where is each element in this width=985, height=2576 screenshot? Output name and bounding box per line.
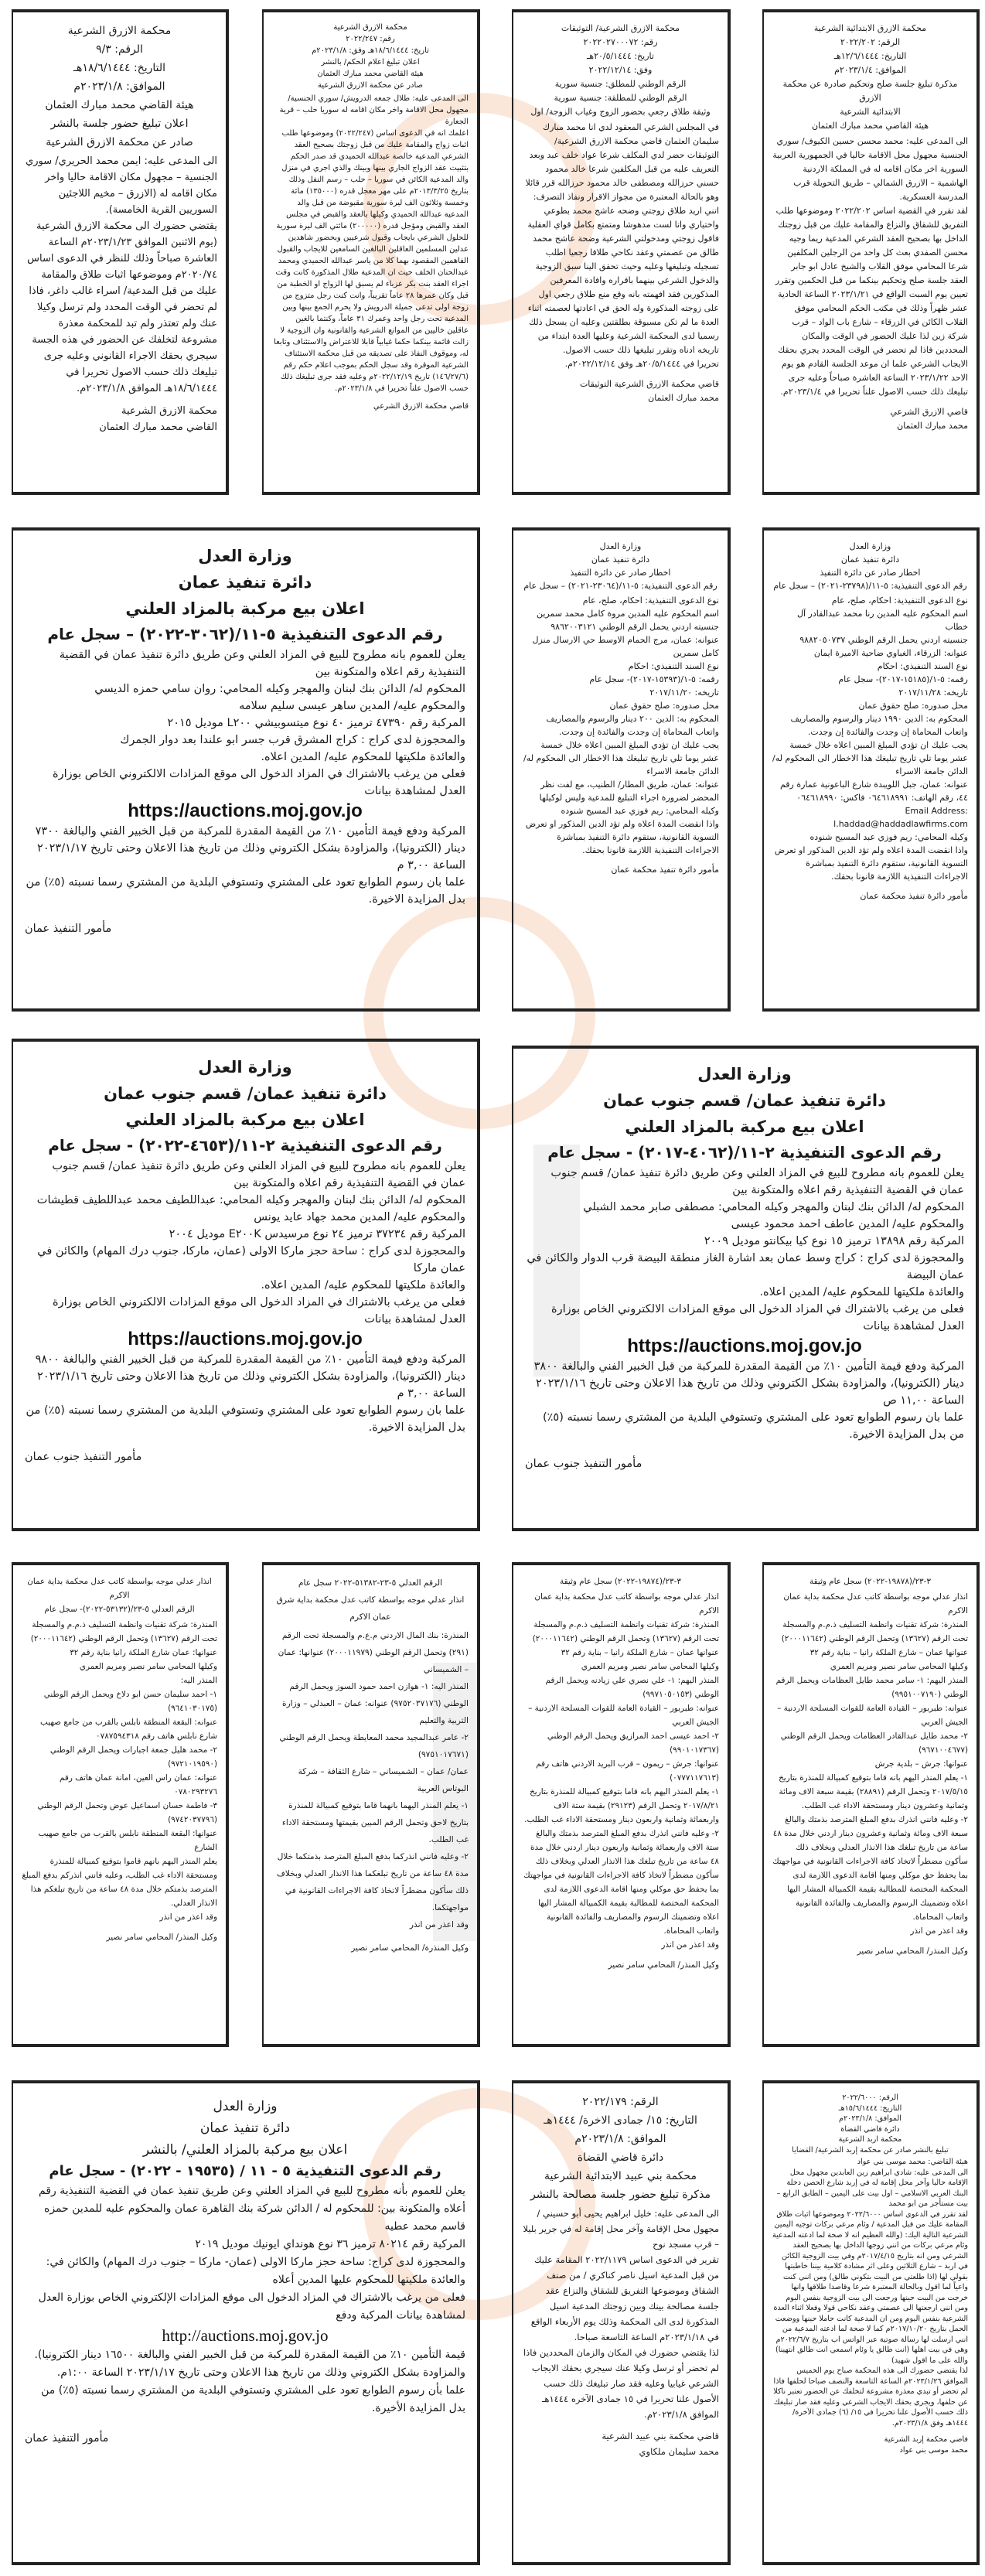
heading-line: الرقم الوطني للمطلق: جنسية سورية [554, 79, 687, 89]
body-line: جنسيته اردني يحمل الرقم الوطني ٩٨٨٢٠٥٠٧٣٧ [799, 635, 968, 645]
heading-line: دائرة تنفيذ عمان [840, 554, 900, 565]
heading-line: هيئة القاضي محمد مبارك العثمان [811, 121, 929, 131]
body-line: عمان/ عمان – الشميساني – شارع الثقافة – شركة البوتاس العربية [298, 1767, 469, 1793]
notice-heading [25, 1054, 465, 1133]
heading-line: رقم الدعوى التنفيذية: ٥-١١/(٢٣٠٦٤-٢٠٢١) – سجل عام [523, 581, 717, 591]
heading-line: رقم: ٢٠٢٢٠٢٧٠٠٠٧٢ [583, 37, 658, 47]
heading-line: الموافق: ٢٠٢٣/١/٨م [839, 2114, 901, 2123]
heading-line: رقم: ٢٠٢٢/٢٤٧ [346, 35, 395, 43]
body-line: نوع السند التنفيذي: احكام [628, 661, 719, 671]
body-line: تاريخه: ٢٠١٧/١١/٢٠ [649, 688, 719, 698]
notice-execution-warning [512, 527, 731, 1012]
body-line: والمحجوزة لدى كراج : كراج المشرق قرب جسر ابو علندا بعد دوار الجمرك [120, 734, 465, 746]
body-line: عنوانه: الزرقاء، الغباوي ضاحية الاميرة ايمان [813, 648, 968, 658]
heading-line: اعلان تبليغ حضور جلسة بالنشر [50, 118, 189, 130]
body-line: المحكوم له/ الدائن بنك لبنان والمهجر وكيله المحامي: مصطفى صابر محمد الشبلي [583, 1201, 964, 1213]
notice-amman-vehicle-auction-publication [12, 2080, 480, 2565]
notice-heading [25, 2096, 465, 2161]
body-line: نوع السند التنفيذي: احكام [877, 661, 968, 671]
heading-line: اخطار صادر عن دائرة التنفيذ [570, 568, 671, 578]
body-line: ٣- فاطمة حسان اسماعيل عوض وتحمل الرقم الوطني (٩٧٤٢٠٣٧٧٩٦) [37, 1801, 217, 1824]
notice-heading [522, 2093, 719, 2204]
notice-body [525, 1165, 964, 1335]
body2-line: علما بان رسوم الطوابع تعود على المشتري وتستوفي البلدية من المشتري رسما نسبته (٥٪) من بدل المزايدة الاخيرة. [26, 1404, 465, 1434]
body2-line: والمزاودة بشكل الكتروني وذلك من تاريخ هذا الاعلان وحتى تاريخ ٢٠٢٣/١/١٧ الساعة ١:٠٠م. [56, 2366, 465, 2379]
body-line: يجب عليك ان تؤدي المبلغ المبين اعلاه خلال خمسة عشر يوما تلي تاريخ تبليغك هذا الاخطار الى المحكوم له/ الدائن جامعة الاسراء [523, 740, 719, 776]
signature-line: قاضي محكمة بني عبيد الشرعية [602, 2431, 719, 2441]
body-line: نوع الدعوى التنفيذية: احكام، صلح، عام [831, 595, 968, 606]
body-line: لذا يقتضي حضورك في المكان والزمان المحددين فاذا لم تحضر أو ترسل وكيلا عنك سيجري بحقك الايجاب الشرعي غيابيا وعليه فقد صار تبليغك ذلك حسب الأصول علنا تحريرا في ١٥ جمادى الآخره ١٤٤٤هـ الموافق ٢٠٢٣/١/٨م. [523, 2347, 719, 2420]
body-line: عنوانه: عمان، طريق المطار/ الطنيب، مع لفت نظر المحضر لضرورة اجراء التبليغ للمدعية وليس لوكيلها [539, 780, 719, 803]
notice-signature [525, 1455, 964, 1472]
signature-line: قاضي محكمة الازرق الشرعية التوثيقات [579, 379, 719, 389]
notice-signature [522, 377, 719, 405]
notice-signature [772, 405, 968, 433]
body-line: فعلى من يرغب بالاشتراك في المزاد الدخول الى موقع المزادات الإلكتروني الخاص بوزارة العدل لمشاهدة بيانات المركبة ودفع [38, 2291, 465, 2322]
body-line: ٢- احمد عيسى احمد المرازيق ويحمل الرقم الوطني (٩٩٠١٠١٧٣٦٧) [547, 1732, 719, 1755]
body-line: لقد تقرر في القضية اساس ٢٠٢٢/٢٠٢ وموضوعها طلب التفريق للشقاق والنزاع والمقامة عليك من قبل زوجتك الداخل بها بصحيح العقد الشرعي المدعية ريما وجيه محسن الصفدي بعث كل واحد من الرجلين المكلفين شرعا المحامي موفق القلاب والشيخ عادل ابو جابر العقد جلسة صلح وتحكيم بينكما من قبل الحكمين وتقرر تعيين يوم السبت الواقع في ٢٠٢٣/١/٢١ الساعة الحادية عشر ظهراً وذلك في مكتب الحكم المحامي موفق القلاب الكائن في الزرقاء – شارع باب الواد – قرب شركة زين لذا عليك الحضور في الوقت والمكان المحددين فاذا لم تحضر في الوقت المحدد يجري بحقك الايجاب الشرعي علما ان موعد الجلسة القادم هو يوم الاحد ٢٠٢٣/١/٢٢ الساعة العاشرة صباحاً وعليه جرى تبليغك ذلك حسب الاصول علناً تحريرا في ٢٠٢٣/١/٤م. [775, 206, 968, 397]
body-line: المركبة رقم ٣٧٢٣٤ ترميز ٢٤ نوع مرسيدس E٢٠٠K موديل ٢٠٠٤ [169, 1228, 465, 1240]
notice-body [772, 2157, 968, 2428]
body-line: عنوانه: طبربور – القيادة العامة للقوات المسلحة الاردنية – الجيش العربي [528, 1704, 719, 1727]
notice-body [522, 2206, 719, 2422]
body-line: ٢- وعليه فانني انذرك بدفع المبلغ المترصد بذمتك والبالغ سبعة الاف ومائة وثمانية وعشرون دينار اردني خلال مدة ٤٨ ساعة من تاريخ تبلغك هذا الانذار العدلي وبخلاف ذلك سأكون مضطراً لاتخاذ كافة الاجراءات القانونية في مواجهتك بما يحفظ حق موكلي ومنها اقامة الدعوى اللازمة لدى المحكمة المختصة للمطالبة بقيمة الكمبيالة المشار اليها اعلاه وتضمينك الرسوم والمصاريف والفائدة القانونية واتعاب المحاماة. [772, 1815, 968, 1922]
body-line: والعائدة ملكيتها للمحكوم عليه/ المدين اعلاه. [261, 1279, 465, 1291]
notice-signature [772, 1944, 968, 1958]
body-line: وقد اعذر من انذر [159, 1912, 217, 1922]
body-line: تحريرا في ٢٠/٥/١٤٤٤هـ وفق ٢٠٢٢/١٢/١٤م. [564, 359, 719, 369]
heading-line: وزارة العدل [213, 2099, 278, 2114]
heading-line: انذار عدلي موجه بواسطة كاتب عدل محكمة بداية شرق عمان الاكرم [276, 1595, 465, 1622]
body-line: رقمه: ٥-١/(١٥١٨٥-٢٠١٧)- سجل عام [838, 674, 968, 684]
notice-body [772, 1590, 968, 1938]
body-line: المنذرة: شركة تقنيات وانظمة التسليف ذ.م.م والمسجلة تحت الرقم (١٣٦٢٧) وتحمل الرقم الوطني (٢٠٠٠١١٦٤٢) عنوانها عمان – شارع الملكة رانيا – بناية رقم ٣٢ [532, 1620, 719, 1657]
body-line: المنذر اليهم: ١- علي نصري علي زيادنه ويحمل الرقم الوطني (٩٩٧١٠٥٠١٥٣) [545, 1676, 719, 1699]
body-line: والعائدة ملكيتها للمحكوم عليه/ المدين اعلاه. [759, 1286, 964, 1298]
body-line: عنوانه: عمان راس العين، امانة عمان هاتف رقم ٠٧٨٠٢٩٣٢٧٦ [59, 1773, 217, 1796]
notice-heading [272, 22, 469, 91]
heading-line: هيئة القاضي محمد مبارك العثمان [317, 70, 424, 78]
heading-line: التاريخ: ١٢/٦/١٤٤٤هـ [833, 51, 907, 61]
heading-line: اعلان بيع مركبة بالمزاد العلني [125, 1111, 365, 1129]
body-line: يعلن للعموم بانه مطروح للبيع في المزاد العلني وعن طريق دائرة تنفيذ عمان في القضية التنفيذية رقم اعلاه والمتكونة بين [59, 649, 465, 678]
title-line: رقم الدعوى التنفيذية ٥-١١/(٣٠٦٢-٢٠٢٢) – سجل عام [47, 625, 443, 643]
heading-line: محكمة الازرق الشرعية [333, 23, 407, 32]
heading-line: وزارة العدل [697, 1065, 792, 1083]
heading-line: اعلان بيع مركبة بالمزاد العلني [625, 1117, 864, 1136]
notice-heading [272, 1575, 469, 1626]
heading-line: تاريخ: ٢٠/٥/١٤٤٤هـ [587, 51, 654, 61]
body-line: والعائدة ملكيتها للمحكوم عليه/ المدين اعلاه. [261, 751, 465, 763]
heading-line: وزارة العدل [198, 1058, 292, 1076]
heading-line: الموافق: ٢٠٢٣/١/٨م [73, 80, 165, 93]
body-line: وكيله المحامي: ريم فوزي عبد المسيح شنوده [561, 806, 719, 816]
notice-amman-vehicle-auction [12, 527, 480, 1012]
heading-line: الموافق: ٢٠٢٣/١/٨م [574, 2133, 666, 2145]
title-line: رقم الدعوى التنفيذية ٥ - ١١ / (١٩٥٣٥ - ٢٠٢٢) - سجل عام [49, 2163, 441, 2179]
body-line: الى المدعى عليه: شادي ابراهيم زين العابدين مجهول محل الإقامة حاليا وآخر محل إقامة له في إربد شارع الحصن دخلة البنك العربي الاسلامي – اول بيت على اليمين – الطابق الرابع – بيت مستأجر من ابو محمد [776, 2168, 968, 2208]
body-line: اسم المحكوم عليه المدين رنا محمد عبدالقادر آل خطاب [797, 609, 968, 632]
notice-title [25, 1133, 465, 1158]
body-line: محل صدوره: صلح حقوق عمان [609, 701, 719, 711]
auction-website-link[interactable]: https://auctions.moj.gov.jo [128, 800, 363, 821]
signature-line: وكيل المنذر/ المحامي سامر نصير [608, 1960, 719, 1970]
body2-line: المركبة ودفع قيمة التأمين ١٠٪ من القيمة المقدرة للمركبة من قبل الخبير الفني والبالغة ٩٨٠٠ دينار (الكترونيا)، والمزاودة بشكل الكتروني وذلك من تاريخ هذا الاعلان وحتى تاريخ ٢٠٢٣/١/١٦ الساعة ٣,٠٠ م [35, 1353, 465, 1400]
body-line: يعلم المنذر اليهم بانهم قاموا بتوقيع كمبيالة للمنذرة ومستحقة الاداء غب الطلب، وعليه فانني انذركم بدفع المبلغ المترصد بذمتكم خلال مدة ٤٨ ساعة من تاريخ تبلغكم هذا الانذار العدلي. [22, 1857, 217, 1908]
notice-heading [25, 543, 465, 622]
heading-line: التاريخ: ١٨/٦/١٤٤٤هـ [73, 62, 166, 74]
body2-line: المركبة ودفع قيمة التأمين ١٠٪ من القيمة المقدرة للمركبة من قبل الخبير الفني والبالغة ٧٣٠٠ دينار (الكترونيا)، والمزاودة بشكل الكتروني وذلك من تاريخ هذا الاعلان وحتى تاريخ ٢٠٢٣/١/١٧ الساعة ٣,٠٠ م [35, 825, 465, 872]
body-line: الى المدعى عليه: طلال جمعه الدرويش/ سوري الجنسية/ مجهول محل الاقامة واخر مكان اقامه له سوريا حلب – قرية الجعارة [279, 94, 469, 126]
body-line: ١- يعلم المنذر اليهما بانهما قاما بتوقيع كمبيالة للمنذرة بتاريخ لاحق وتحمل الرقم المبين بقيمتها ومستحقة الاداء غب الطلب. [281, 1801, 469, 1844]
notice-azraq-hearing-summons [12, 9, 229, 495]
heading-line: الرقم الوطني للمطلقة: جنسية سورية [554, 93, 687, 103]
heading-line: دائرة تنفيذ عمان [199, 2121, 291, 2136]
heading-line: تاريخ: ١٨/٦/١٤٤٤هـ وفق: ٢٠٢٣/١/٨م [312, 46, 429, 55]
body-line: عنوانها: جرش – ريمون – قرب البريد الاردني هاتف رقم (٠٧٧٧١١٧٦١٣) [536, 1759, 719, 1783]
notice-legal-warning [262, 1562, 480, 2047]
notice-signature [272, 1940, 469, 1957]
body2-line: قيمة التأمين ١٠٪ من القيمة المقدرة للمركبة من قبل الخبير الفني والبالغة ١٦٥٠٠ دينار الكترونيا). [34, 2349, 465, 2361]
body-line: لقد تقرر في الدعوى اساس ٢٠٢٢/٦٠٠٠ وموضوعها اثبات طلاق المقامة عليك من قبل المدعية / وئام مرعي بركات توجيه اليمين الشرعية التالية اليك: (والله العظيم انه لا صحة لما ادعته المدعية وئام مرعي بركات من انني زوجها الداخل بها بصحيح العقد الشرعي ومن انه بتاريخ ٢٠١٧/٤/١٥م وفي بيت الزوجية الكائن في اربد – شارع الثلاثين وعلى اثر مشادة كلامية بيننا خاطبتها بقولي لها (اذا طلعتي من البيت بتكوني طالق) ومن انني كنت واعياً لما اقول وبالحالة المعتبرة شرعا وقاصدا طلاقها وانها خرجت من البيت حينها ورجعت الى بيت الزوجية بنفس اليوم ومن انني ارجعتها الى عصمتي وعقد نكاحي قولا وفعلا اثناء العدة الشرعية بنفس اليوم ومن ان المدعية كانت حاملا حينها ووضعت الحمل بتاريخ ٢٠١٧/١٠/٢٠م كما لا صحة لما ادعته المدعية من انني ارسلت لها رسالة صوتية عبر الواتس اب بتاريخ ٢٠٢٢/٦/٧م وهي في بيت اهلها (انت طالق يا وئام اسمعي انت طالق انتهينا) والله على ما اقول شهيد) [772, 2209, 968, 2365]
heading-line: الرقم: ٢٠٢٢/٢٠٢ [840, 37, 901, 47]
heading-line: دائرة قاضي القضاة [840, 2124, 900, 2134]
body-line: ١- يعلم المنذر اليهم بانه قاما بتوقيع كمبيالة للمنذرة بتاريخ ٢٠١٧/٥/١٥ وتحمل الرقم (٢٨٨٩١) بقيمة سبعة الاف ومائة وثمانية وعشرون دينار ومستحقة الاداء غب الطلب. [779, 1773, 968, 1810]
heading-line: مذكرة تبليغ حضور جلسة مصالحة بالنشر [530, 2189, 711, 2201]
heading-line: دائرة تنفيذ عمان [178, 573, 312, 592]
body-line: فعلى من يرغب بالاشتراك في المزاد الدخول الى موقع المزادات الالكتروني الخاص بوزارة العدل لمشاهدة بيانات [53, 1296, 465, 1326]
body-line: عنوانه: طبربور – القيادة العامة للقوات المسلحة الاردنية – الجيش العربي [777, 1704, 968, 1727]
notice-signature [272, 401, 469, 412]
notice-title [525, 1140, 964, 1165]
body-line: ١- يعلم المنذر اليهم بانه قاما بتوقيع كمبيالة للمنذرة بتاريخ ٢٠١٧/٨/٢١ وتحمل الرقم (٢٩١٢٣) بقيمة ستة الاف واربعمائة وثمانية واربعون دينار ومستحقة الاداء غب الطلب. [524, 1787, 719, 1824]
notice-signature [772, 889, 968, 902]
heading-line: انذار عدلي موجه بواسطة كاتب عدل محكمة بداية عمان الاكرم [27, 1577, 212, 1600]
notice-body [272, 93, 469, 394]
signature-line: مأمور التنفيذ عمان [25, 2432, 109, 2445]
heading-line: محكمة اربد الشرعية [838, 2135, 902, 2144]
signature-line: مأمور دائرة تنفيذ محكمة عمان [860, 891, 968, 901]
notice-url [525, 1335, 964, 1358]
body-line: والمحجوزة لدى كراج: ساحة حجز ماركا الاولى (عمان- ماركا – جنوب درك المهام) والكائن في: [46, 2256, 465, 2268]
body-line: المركبة رقم ٨٠٢١٤ ترميز ٣٦ نوع هونداي ايونيك موديل ٢٠١٩ [195, 2238, 465, 2250]
signature-line: قاضي محكمة إربد الشرعية [884, 2435, 968, 2444]
notice-body [772, 594, 968, 883]
notice-signature [522, 1958, 719, 1972]
body-line: المحكوم له/ الدائن بنك لبنان والمهجر وكيله المحامي: عبداللطيف محمد عبداللطيف قطيشات [36, 1194, 465, 1206]
body-line: الى المدعى عليه: خليل ابراهيم يحيى أبو حسيني / مجهول محل الإقامة وآخر محل إقامة له في جرير بليلا – قرب مسجد نوح [523, 2208, 719, 2250]
signature-line: مأمور التنفيذ جنوب عمان [525, 1458, 642, 1470]
signature-line: مأمور التنفيذ جنوب عمان [25, 1451, 142, 1463]
notice-azraq-judgment [262, 9, 480, 495]
notice-heading [22, 22, 217, 152]
heading-line: الرقم العدلي ٥-٢٣/(٥٣١٣٢-٢٠٢٢)- سجل عام [44, 1605, 195, 1614]
heading-line: تبليغ بالنشر صادر عن محكمة إربد الشرعية/ القضايا [792, 2145, 949, 2155]
signature-line: محمد مبارك العثمان [897, 421, 968, 431]
body-line: المحكوم له/ الدائن بنك لبنان والمهجر وكيله المحامي: روان سامي حمزه الديسي [94, 683, 465, 695]
heading-line: دائرة تنفيذ عمان/ قسم جنوب عمان [603, 1091, 886, 1110]
body-line: والعائدة ملكيتها للمحكوم عليها المدين أعلاه [272, 2274, 465, 2286]
body-line: فعلى من يرغب بالاشتراك في المزاد الدخول الى موقع المزادات الالكتروني الخاص بوزارة العدل لمشاهدة بيانات [53, 768, 465, 797]
body-line: وكيلها المحامي سامر نصير ومريم العمري [581, 1662, 719, 1671]
heading-line: مذكرة تبليغ جلسة صلح وتحكيم صادرة عن محكمة الازرق [782, 79, 958, 103]
signature-line: محمد سليمان ملكاوي [639, 2446, 719, 2457]
heading-line: ٣-٢٣/(١٩٨٧٤-٢٠٢٢) سجل عام وثيقة [560, 1577, 681, 1586]
notice-body [522, 121, 719, 371]
body-line: والمحجوزة لدى كراج : كراج وسط عمان بعد اشارة الغاز منطقة البيضة قرب الدوار والكائن في عمان البيضة [527, 1252, 964, 1281]
notice-irbid-publication [762, 2080, 980, 2565]
body-line: فعلى من يرغب بالاشتراك في المزاد الدخول الى موقع المزادات الالكتروني الخاص بوزارة العدل لمشاهدة بيانات [551, 1303, 964, 1332]
heading-line: اعلان بيع مركبة بالمزاد العلني [125, 599, 365, 618]
body-line: المركبة رقم ٤٧٣٩٠ ترميز ٤٠ نوع ميتسوبيشي L٢٠٠ موديل ٢٠١٥ [167, 717, 465, 729]
heading-line: رقم الدعوى التنفيذية: ٥-١١/(٢٣٧٩٨-٢٠٢١) – سجل عام [773, 581, 967, 591]
heading-line: هيئة القاضي محمد مبارك العثمان [45, 99, 194, 111]
notice-azraq-divorce-document [512, 9, 731, 495]
signature-line: وكيل المنذر/ المحامي سامر نصير [106, 1933, 217, 1942]
body2-line: علما بان رسوم الطوابع تعود على المشتري وتستوفي البلدية من المشتري رسما نسبته (٥٪) من بدل المزايدة الاخيرة. [542, 1411, 964, 1441]
body-line: وكيلها المحامي سامر نصير ومريم العمري [79, 1662, 217, 1671]
body-line: يجب عليك ان تؤدي المبلغ المبين اعلاه خلال خمسة عشر يوما تلي تاريخ تبليغك هذا الاخطار الى المحكوم له/ الدائن جامعة الاسراء [772, 740, 968, 776]
notice-signature [522, 863, 719, 876]
notice-title [25, 622, 465, 647]
notice-signature [22, 403, 217, 435]
heading-line: وثيقة طلاق رجعي بحضور الزوج وغياب الزوجة/ اول [530, 107, 711, 117]
notice-signature [772, 2434, 968, 2455]
heading-line: اعلان تبليغ اعلام الحكم/ بالنشر [321, 58, 420, 67]
notice-signature [25, 920, 465, 937]
body-line: يعلن للعموم بأنه مطروح للبيع في المزاد العلني وعن طريق تنفيذ عمان في القضية التنفيذية رقم أعلاه والمتكونة بين: للمحكوم له / الدائن شركة بنك القاهرة عمان والمحكوم عليه للمدين حمزه قاسم محمد عطيه [39, 2185, 465, 2233]
heading-line: الرقم: ٩/٣ [96, 43, 143, 56]
notice-body [22, 1618, 217, 1924]
auction-website-link[interactable]: https://auctions.moj.gov.jo [627, 1336, 862, 1356]
signature-line: مأمور دائرة تنفيذ محكمة عمان [611, 865, 719, 875]
body-line: واذا انقضت المدة اعلاه ولم تؤد الدين المذكور او تعرض التسوية القانونية، ستقوم دائرة التنفيذ بمباشرة الاجراءات التنفيذية اللازمة قانونا بحقك. [525, 819, 719, 855]
heading-line: التاريخ: ١٥/ جمادى الاخرة/ ١٤٤٤هـ [544, 2114, 697, 2127]
heading-line: وفق: ٢٠٢٢/١٢/١٤ [588, 65, 653, 75]
body-line: المنذر اليهم: ١- سامر محمد طايل العظامات ويحمل الرقم الوطني (٩٩٥١٠٠٧١٩٠) [775, 1676, 968, 1699]
heading-line: محكمة الازرق الشرعية [67, 25, 172, 37]
body-line: المركبة رقم ١٣٨٩٨ ترميز ١٥ نوع كيا بيكانتو موديل ٢٠٠٩ [704, 1235, 964, 1247]
body-line: محل صدوره: صلح حقوق عمان [858, 701, 968, 711]
body-line: وقد اعذر من انذر [910, 1926, 968, 1936]
body-line: عنوانها: البقعة المنطقة نابلس بالقرب من جامع صهيب الشارع [38, 1829, 217, 1852]
body-line: المنذر اليه: ١- هوازن احمد حمود السوز ويحمل الرقم الوطني (٩٧٥٢٠٣٧١٧٦) عنوانه: عمان – العبدلي – وزارة التربية والتعليم [282, 1682, 469, 1725]
notice-heading [772, 540, 968, 592]
notice-title [25, 2161, 465, 2182]
body-line: الى المدعى عليه: ايمن محمد الحريري/ سوري الجنسية – مجهول مكان الاقامة حاليا واخر مكان اقامه له (الازرق – مخيم اللاجئين السوريين القرية الخامسة). [26, 155, 217, 216]
body-line: المنذرة: بنك المال الاردني م.ع.م والمسجلة تحت الرقم (٢٩١) وتحمل الرقم الوطني (٢٠٠٠١١٩٧٩) عنوانها: عمان – الشميساني [278, 1631, 469, 1674]
notice-azraq-reconciliation-session [762, 9, 980, 495]
heading-line: وزارة العدل [849, 541, 891, 551]
heading-line: اعلان بيع مركبة بالمزاد العلني/ بالنشر [142, 2142, 348, 2158]
auction-website-link[interactable]: https://auctions.moj.gov.jo [128, 1329, 363, 1349]
body-line: المنذر اليه: [180, 1676, 217, 1685]
title-line: رقم الدعوى التنفيذية ٢-١١/(٤٠٦٢-٢٠١٧) - سجل عام [547, 1143, 942, 1162]
notice-heading [22, 1575, 217, 1616]
notice-legal-warning [512, 1562, 731, 2047]
heading-line: دائرة قاضي القضاة [577, 2151, 664, 2164]
body-line: تاريخه: ٢٠١٧/١١/٢٨ [898, 688, 968, 698]
auction-website-link[interactable]: http://auctions.moj.gov.jo [162, 2326, 329, 2345]
body-line: عنوانها: جرش – بلدية جرش [874, 1759, 968, 1769]
notice-body [25, 2182, 465, 2325]
body-line: في المجلس الشرعي المعقود لدي انا محمد مبارك سليمان العثمان قاضي محكمة الازرق الشرعية/ التوثيقات حضر لدي المكلف شرعا عواد خلف عبد وبعد التعريف عليه من قبل المكلفين شرعا خالد محمود حسني حرزالله ومصطفى خالد محمود حرزالله قرر قائلا وهو بالحالة المعتبرة من مجواز الاقرار ونفاذ التصرف: انني اريد طلاق زوجتي وضحه عاشج محمد بطوعي واختياري وانا لست مدهوشا ومتمتع بكامل قواي العقلية فاقول زوجتي ومدخولتي الشرعية وضحة عاشج محمد طالق من عصمتي وعقد نكاحي طلاقا رجعيا اطلب تسجيله وتبليغها وعليه وحيث تحقق الينا سبق الزوجية والدخول الشرعي بينهما باقراره وافادة المعرفين المذكورين فقد افهمته بانه وقع منع طلاق رجعي اول على زوجته المذكورة وله الحق في اعادتها لعصمته اثناء العدة ما لم تكن مسبوقة بطلقتين وعليه ان يسجل ذلك رسميا لدى المحكمة الشرعية وعليها العدة ابتداء من تاريخه ادناه وتقرر تبليغها ذلك حسب الاصول. [525, 122, 719, 355]
body-line: والمحكوم عليه/ المدين ساهر عيسى سليم سلامه [239, 700, 465, 712]
notice-heading [772, 1575, 968, 1588]
body-line: ٢- وعليه فانني انذركما بدفع المبلغ المترصد بذمتكما خلال مدة ٤٨ ساعة من تاريخ تبلغكما هذا الانذار العدلي وبخلاف ذلك سأكون مضطراً لاتخاذ كافة الاجراءات القانونية في مواجهتكما. [276, 1852, 469, 1912]
heading-line: الموافق: ٢٠٢٣/١/٤م [834, 65, 906, 75]
body2-line: علما بان رسوم الطوابع تعود على المشتري وتستوفي البلدية من المشتري رسما نسبته (٥٪) من بدل المزايدة الاخيرة. [26, 876, 465, 906]
body-line: المنذرة: شركة تقنيات وانظمة التسليف ذ.م.م والمسجلة تحت الرقم (١٣٦٢٧) وتحمل الرقم الوطني (٢٠٠٠١١٦٤٢) عنوانها: عمان شارع الملكة رانيا بناية رقم ٣٢ [30, 1620, 217, 1657]
heading-line: دائرة تنفيذ عمان/ قسم جنوب عمان [104, 1084, 387, 1103]
notice-heading [772, 22, 968, 133]
body-line: جنسيته اردني يحمل الرقم الوطني ٩٨٦٢٠٠٣١٢١ [550, 622, 719, 632]
body-line: ٢- عامر عبدالمجيد محمد المعايطة ويحمل الرقم الوطني (٩٧٥١٠١٧٦٧١) [279, 1733, 469, 1759]
body-line: يقتضي حضورك الى محكمة الازرق الشرعية (يوم الاثنين الموافق ٢٠٢٣/١/٢٣م الساعة العاشرة صباحاً وذلك للنظر في الدعوى اساس ٢٠٢٠/٧٤م وموضوعها اثبات طلاق والمقامة عليك من قبل المدعية/ اسراء غالب داغر، فاذا لم تحضر في الوقت المحدد ولم ترسل وكيلا عنك ولم تعتذر ولم تبد للمحكمة معذرة مشروعة لتخلفك عن الحضور في هذه الجسة سيجري بحقك الاجراء القانوني وعليه جرى تبليغك ذلك حسب الاصول تحريرا في ١٨/٦/١٤٤٤هـ الموافق ٢٠٢٣/١/٨م. [27, 220, 217, 394]
notice-signature [22, 1930, 217, 1944]
notice-url [25, 2325, 465, 2346]
signature-line: مأمور التنفيذ عمان [25, 923, 112, 935]
notice-body2 [525, 1358, 964, 1443]
body-line: يعلن للعموم بانه مطروح للبيع في المزاد العلني وعن طريق دائرة تنفيذ عمان/ قسم جنوب عمان في القضية التنفيذية رقم اعلاه والمتكونة بين [52, 1160, 465, 1189]
notice-execution-warning [762, 527, 980, 1012]
notice-heading [525, 1061, 964, 1140]
notice-body2 [25, 1351, 465, 1436]
body-line: رقمه: ٥-١/(١٥٣٩٣-٢٠١٧)- سجل عام [589, 674, 719, 684]
heading-line: ٣-٢٣/(١٩٨٧٨-٢٠٢٢) سجل عام وثيقة [809, 1577, 931, 1586]
body-line: المحكوم به: الدين ٢٠٠ دينار والرسوم والمصاريف واتعاب المحاماة إن وجدت والفائدة إن وجدت. [546, 714, 719, 737]
body-line: والمحكوم عليه/ المدين عاطف احمد محمود عيسى [731, 1218, 964, 1230]
heading-line: الرقم: ٢٠٢٢/١٧٩ [582, 2096, 659, 2108]
heading-line: دائرة تنفيذ عمان [591, 554, 650, 565]
notice-url [25, 800, 465, 823]
body-line: والمحجوزة لدى كراج : ساحة حجز ماركا الاولى (عمان، ماركا، جنوب درك المهام) والكائن في عمان ماركا [37, 1245, 465, 1274]
notice-signature [25, 1448, 465, 1465]
body-line: المحكوم به: الدين ١٩٩٠ دينار والرسوم والمصاريف واتعاب المحاماة إن وجدت والفائدة إن وجدت. [790, 714, 968, 737]
heading-line: التاريخ: ١٥/٦/١٤٤٤هـ [838, 2103, 902, 2113]
signature-line: وكيل المنذر/ المحامي سامر نصير [857, 1947, 968, 1956]
signature-line: وكيل المنذرة/ المحامي سامر نصير [351, 1943, 469, 1953]
body-line: عنوانه: البقعة المنطقة نابلس بالقرب من جامع صهيب شارع نابلس هاتف رقم ٠٧٨٧٥٩٤٣١٨ [40, 1718, 217, 1741]
heading-line: وزارة العدل [198, 547, 292, 565]
notice-south-amman-vehicle-auction [12, 1039, 480, 1531]
heading-line: محكمة بني عبيد الابتدائية الشرعية [544, 2170, 697, 2182]
heading-line: صادر عن محكمة الازرق الشرعية [46, 136, 193, 148]
body-line: يعلن للعموم بانه مطروح للبيع في المزاد العلني وعن طريق دائرة تنفيذ عمان/ قسم جنوب عمان في القضية التنفيذية رقم اعلاه والمتكونة بين [550, 1167, 964, 1196]
notice-url [25, 1328, 465, 1351]
notice-heading [772, 2093, 968, 2155]
notice-bani-obeid-reconciliation [512, 2080, 731, 2565]
body-line: وقد اعذر من انذر [661, 1940, 719, 1950]
notice-body [22, 153, 217, 397]
heading-line: وزارة العدل [599, 541, 642, 551]
notice-body [522, 1590, 719, 1952]
notice-body [25, 647, 465, 800]
notice-body [772, 135, 968, 399]
body-line: نوع الدعوى التنفيذية: احكام، صلح، عام [582, 595, 719, 606]
body-line: عنوانه: عمان، مرج الحمام الاوسط حي الارسال منزل كامل سمرين [532, 635, 719, 658]
heading-line: الرقم العدلي ٥-٢٣-٥١٣٨٢-٢٠٢٢ سجل عام [298, 1578, 443, 1588]
heading-line: الرقم: ٢٠٢٢/٦٠٠٠ [842, 2093, 898, 2102]
body-line: ٢- وعليه فانني انذرك بدفع المبلغ المترصد بذمتك والبالغ ستة الاف واربعمائة وثمانية واربعون دينار اردني خلال مدة ٤٨ ساعة من تاريخ تبلغك هذا الانذار العدلي وبخلاف ذلك سأكون مضطراً لاتخاذ كافة الاجراءات القانونية في مواجهتك بما يحفظ حق موكلي ومنها اقامة الدعوى اللازمة لدى المحكمة المختصة للمطالبة بقيمة الكمبيالة المشار اليها اعلاه وتضمينك الرسوم والمصاريف والفائدة القانونية واتعاب المحاماة. [523, 1829, 719, 1936]
notice-legal-warning [12, 1562, 229, 2047]
body-line: انذار عدلي موجه بواسطة كاتب عدل محكمة بداية عمان الاكرم [783, 1592, 968, 1616]
signature-line: القاضي محمد مبارك العثمان [99, 421, 217, 433]
heading-line: محكمة الازرق الشرعية/ التوثيقات [561, 23, 680, 33]
notice-body [522, 594, 719, 857]
notice-body [272, 1627, 469, 1933]
notice-signature [522, 2428, 719, 2459]
body-line: وكيله المحامي: ريم فوزي عبد المسيح شنوده [809, 832, 968, 842]
body-line: تقرير في الدعوى اساس ٢٠٢٢/١١٧٩ المقامة عليك من قبل المدعية اسيل ناصر كناكري / من صنف الشقاق وموضوعها التفريق للشقاق والنزاع عقد جلسة مصالحة بينك وبين زوجتك المدعية اسيل المذكورة لدى الى المحكمة وذلك يوم الأربعاء الواقع في ٢٠٢٣/١/١٨م الساعة التاسعة صباحا. [530, 2254, 719, 2342]
signature-line: قاضي محكمة الازرق الشرعي [373, 402, 469, 411]
notice-body2 [25, 2346, 465, 2417]
body-line: ١- احمد سليمان حسن ابو دلاخ ويحمل الرقم الوطني (٩٦٤١٠٣٠١٧٥) [43, 1690, 217, 1713]
body-line: المنذرة: شركة تقنيات وانظمة التسليف ذ.م.م والمسجلة تحت الرقم (١٣٦٢٧) وتحمل الرقم الوطني (٢٠٠٠١١٦٤٢) عنوانها عمان – شارع الملكة رانيا – بناية رقم ٣٢ [781, 1620, 968, 1657]
heading-line: صادر عن محكمة الازرق الشرعية [317, 81, 424, 90]
body2-line: علما بأن رسوم الطوابع تعود على المشتري وتستوفي البلدية من المشتري رسما نسبته (٥٪) من بدل المزايدة الأخيرة. [41, 2384, 465, 2414]
body-line: والمحكوم عليه/ المدين محمد جهاد عايد يونس [254, 1211, 465, 1223]
notice-heading [522, 22, 719, 119]
signature-line: محمد موسى بني عواد [899, 2445, 968, 2455]
body-line: الى المدعى عليه: محمد محسن حسين الكيوف/ سوري الجنسية مجهول محل الاقامة حاليا في الجمهورية العربية السورية اخر مكان اقامه له في المملكة الاردنية الهاشمية – الازرق الشمالي – طريق التحويلة قرب المدرسة العسكرية. [772, 136, 968, 202]
notice-legal-warning [762, 1562, 980, 2047]
notice-heading [522, 540, 719, 592]
notice-body [25, 1158, 465, 1328]
signature-line: قاضي الازرق الشرعي [890, 407, 968, 417]
body2-line: المركبة ودفع قيمة التأمين ١٠٪ من القيمة المقدرة للمركبة من قبل الخبير الفني والبالغة ٣٨٠٠ دينار (الكترونيا)، والمزاودة بشكل الكتروني وذلك من تاريخ هذا الاعلان وحتى تاريخ ٢٠٢٣/١/١٦ الساعة ١١,٠٠ ص [533, 1360, 964, 1407]
body-line: وكيلها المحامي سامر نصير ومريم العمري [830, 1662, 968, 1671]
signature-line: محكمة الازرق الشرعية [121, 405, 217, 417]
body-line: وقد اعذر من انذر [409, 1920, 469, 1929]
body-line: انذار عدلي موجه بواسطة كاتب عدل محكمة بداية عمان الاكرم [534, 1592, 719, 1616]
heading-line: محكمة الازرق الابتدائية الشرعية [813, 23, 927, 33]
notice-heading [522, 1575, 719, 1588]
signature-line: محمد مبارك العثمان [648, 393, 719, 403]
heading-line: الابتدائية الشرعية [840, 107, 901, 117]
body-line: لذا يقتضي حضورك الى هذه المحكمة صباح يوم الخميس الموافق ٢٠٢٣/١/٢٦م الساعة التاسعة والنصف صباحا لحلفها فاذا لم تحضر أو تبدي معذرة مشروعة لتخلفك عن الحضور تعتبر ناكلا عن حلفها، ويجري بحقك الايجاب الشرعي وعليه فقد صار تبليغك ذلك حسب الأصول علنا تحريرا في ١٥/ (٦) جمادى الآخرة/ ١٤٤٤هـ وفق ٢٠٢٣/١/٨م. [773, 2366, 968, 2428]
notice-signature [25, 2430, 465, 2448]
body-line: ٢- محمد طايل عبدالقادر العظامات ويحمل الرقم الوطني (٩٦٧١٠٠٤٦٧٧) [780, 1732, 968, 1755]
body-line: عنوانه: عمان، جبل اللويبدة شارع الباعونية عمارة رقم ٤٤، رقم الهاتف: ٠٦٤٦١٨٩٩١ فاكس: ٠٦٤٦١٨٩٩٠ :Email Address [779, 780, 968, 816]
body-line: واذا انقضت المدة اعلاه ولم تؤد الدين المذكور او تعرض التسوية القانونية، ستقوم دائرة التنفيذ بمباشرة الاجراءات التنفيذية اللازمة قانونا بحقك. [774, 845, 968, 882]
title-line: رقم الدعوى التنفيذية ٢-١١/(٤٦٥٣-٢٠٢٢) - سجل عام [48, 1136, 442, 1155]
body-line: هيئة القاضي: محمد موسى بني عواد [857, 2158, 968, 2166]
body-line: اسم المحكوم عليه المدين مروة كامل محمد سمرين [537, 609, 719, 619]
body-line: l.haddad@haddadlawfirms.com [833, 819, 968, 829]
heading-line: اخطار صادر عن دائرة التنفيذ [820, 568, 921, 578]
body-line: اعلمك انه في الدعوى اساس (٢٠٢٢/٢٤٧) وموضوعها طلب اثبات زواج والمقامة عليك من قبل زوجتك بصحيح العقد الشرعي المدعية خالصة عبدالله الحميدي قد صدر الحكم بتثبيت عقد الزواج الجاري بينها وبينك والذي اجري في منزل والد المدعية الكائن في سوريا – حلب – رسم النفل وذلك بتاريخ ٢٠١٣/٣/٢٥م على مهر معجل قدره (١٣٥٠٠٠) مائة وخمسة وثلاثون الف ليرة سورية مقبوضة من قبل والد المدعية عبدالله الحميدي وكيلها بالعقد والقبض في مجلس العقد والقبض ومؤجل قدره (٢٠٠٠٠٠) مائتي الف ليرة سورية للحلول الشرعي بايجاب وقبول شرعيين وبحضور شاهدين عدلين المسلمين العاقلين البالغين السامعين للايجاب والقبول الفاهمين المقصود بهما كلا من ياسر عبدالله الحميدي ومحمد عبدالحنان الخلف حيث ان المدعية طلال المذكورة كانت وقت اجراء العقد بنت بكر عزباء لم يسبق لها الزواج او الخطبة من قبل وكان عمرها ٢٨ عاماً تقريباً، وانت كنت رجل متزوج من زوجة اولى تدعى جميلة الدرويش ولا يحرم الجمع بينها وبين المدعية تحت رجل واحد وعمرك ٣١ عاماً، وكنتما بالغين عاقلين خاليين من الموانع الشرعية والقانونية وان الزوجية لا زالت قائمة بينكما حكما غيابياً قابلا للاعتراض والاستئناف وتابعا له، وموقوف النفاذ على تصديقه من قبل محكمة الاستئناف الشرعية الموقرة وقد سجل الحكم بموجب اعلام حكم رقم (١٤٦/٢٧/٦) تاريخ ٢٠٢٢/١٢/١٩م وعليه فقد جرى تبليغك ذلك حسب الاصول علناً تحريرا في ٢٠٢٣/١/٨م. [274, 129, 469, 393]
notice-south-amman-vehicle-auction [512, 1046, 979, 1531]
body-line: ٢- محمد هليل جمعة اجبارات ويحمل الرقم الوطني (٩٧٢١٠١٩٥٩٠) [49, 1745, 217, 1769]
notice-body2 [25, 823, 465, 908]
